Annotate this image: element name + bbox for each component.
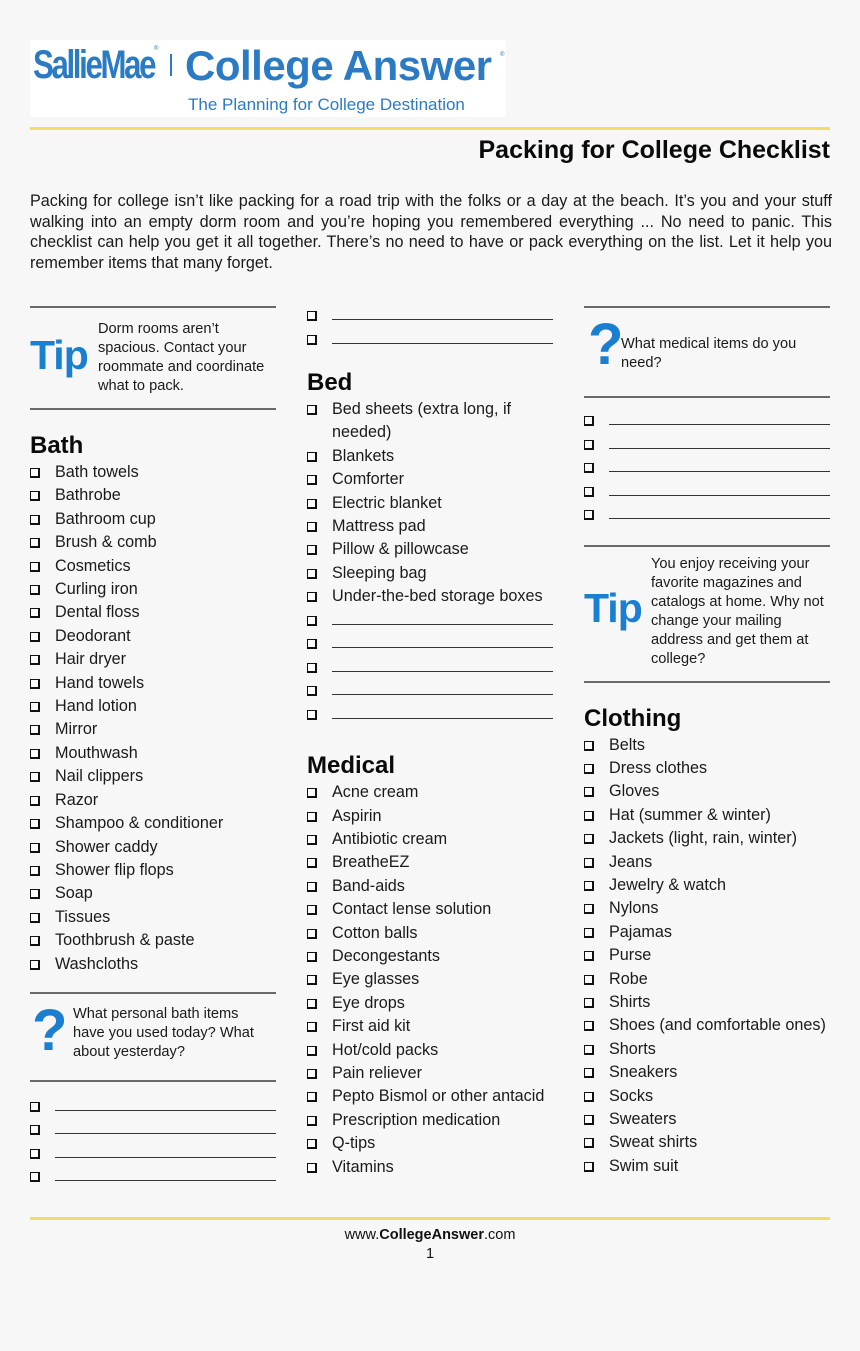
checkbox-icon[interactable] [307,452,317,462]
checkbox-icon[interactable] [584,787,594,797]
blank-checklist-item[interactable] [30,1118,276,1142]
checklist-item[interactable] [307,898,553,921]
tip-text: You enjoy receiving your favorite magazines and catalogs at home. Why not change your mailing address and get them at college? [651,555,824,667]
checklist-item-label: Gloves [609,782,660,801]
checkbox-icon[interactable] [584,487,594,497]
tip-icon: Tip [30,332,88,378]
checklist-item-label: Electric blanket [332,493,442,512]
checklist-item-label: Bed sheets (extra long, if needed) [332,400,512,442]
checklist-item-label: Hand towels [55,673,145,692]
checklist-item-label: Shorts [609,1039,656,1058]
checkbox-icon[interactable] [307,882,317,892]
checkbox-icon[interactable] [307,1022,317,1032]
checklist-item[interactable] [30,508,276,531]
checklist-item[interactable] [30,953,276,976]
write-in-line[interactable] [609,471,830,472]
checkbox-icon[interactable] [30,749,40,759]
checklist-item[interactable] [30,789,276,812]
checkbox-icon[interactable] [30,960,40,970]
checklist-item-label: Toothbrush & paste [55,931,195,950]
checkbox-icon[interactable] [30,655,40,665]
checklist-item[interactable] [584,1131,830,1154]
divider [584,681,830,683]
checklist-item[interactable] [30,672,276,695]
checkbox-icon[interactable] [307,592,317,602]
checklist-item-label: Hair dryer [55,650,127,669]
checklist-item-label: Jackets (light, rain, winter) [609,829,798,848]
checklist-item[interactable] [584,1155,830,1178]
checkbox-icon[interactable] [30,1172,40,1182]
page-title: Packing for College Checklist [478,136,830,164]
checkbox-icon[interactable] [307,475,317,485]
checkbox-icon[interactable] [584,741,594,751]
checklist-item-label: Sleeping bag [332,563,427,582]
checklist-item-label: Hand lotion [55,697,137,716]
checklist-item-label: Sneakers [609,1063,678,1082]
checkbox-icon[interactable] [307,639,317,649]
checklist-item[interactable] [30,484,276,507]
blank-checklist-item[interactable] [584,480,830,504]
footer-url-brand: CollegeAnswer [379,1227,484,1243]
checklist-item-label: Prescription medication [332,1110,501,1129]
checklist-item-label: Hat (summer & winter) [609,805,771,824]
checkbox-icon[interactable] [307,812,317,822]
checkbox-icon[interactable] [584,858,594,868]
checklist-item-label: Pajamas [609,922,672,941]
checklist-item-label: Contact lense solution [332,900,492,919]
checklist-item-label: Q-tips [332,1134,376,1153]
checkbox-icon[interactable] [30,679,40,689]
footer-url-suffix: .com [483,1227,516,1243]
checkbox-icon[interactable] [307,975,317,985]
checkbox-icon[interactable] [584,440,594,450]
checkbox-icon[interactable] [584,928,594,938]
footer-website[interactable] [0,1226,860,1244]
checklist-item-label: Jeans [609,852,653,871]
checklist-item[interactable] [584,1061,830,1084]
tip-callout [584,547,830,681]
checklist-item[interactable] [30,882,276,905]
checklist-item-label: Sweat shirts [609,1133,698,1152]
checklist-item-label: Bath towels [55,463,139,481]
checkbox-icon[interactable] [307,545,317,555]
write-in-line[interactable] [332,718,553,719]
checkbox-icon[interactable] [30,725,40,735]
checkbox-icon[interactable] [307,1139,317,1149]
checkbox-icon[interactable] [30,515,40,525]
write-in-line[interactable] [609,518,830,519]
checkbox-icon[interactable] [307,929,317,939]
question-text: What personal bath items have you used today? What about yesterday? [73,1005,254,1060]
write-in-line[interactable] [332,647,553,648]
checklist-item-label: Aspirin [332,806,382,825]
write-in-line[interactable] [609,495,830,496]
checkbox-icon[interactable] [307,1069,317,1079]
checklist-item-label: Bathrobe [55,486,121,505]
checklist-item-label: Mirror [55,720,98,739]
checkbox-icon[interactable] [30,866,40,876]
checkbox-icon[interactable] [584,951,594,961]
checklist-item[interactable] [30,765,276,788]
checklist-item-label: Pepto Bismol or other antacid [332,1087,545,1106]
checklist-item-label: Nail clippers [55,767,144,786]
checklist-item-label: Curling iron [55,580,138,599]
checklist-item[interactable] [307,828,553,851]
checklist-item[interactable] [584,1085,830,1108]
footer-url-prefix: www. [344,1227,380,1243]
medical-checklist [307,781,553,1179]
checkbox-icon[interactable] [30,772,40,782]
checklist-item-label: Bathroom cup [55,509,156,528]
checklist-item-label: Pillow & pillowcase [332,540,469,559]
checklist-item[interactable] [30,695,276,718]
checklist-item[interactable] [307,468,553,491]
logo-tagline: The Planning for College Destination [188,95,465,114]
checklist-item-label: Shoes (and comfortable ones) [609,1016,826,1035]
checkbox-icon[interactable] [307,311,317,321]
checklist-item[interactable] [307,851,553,874]
checklist-item-label: Shower flip flops [55,860,174,879]
checklist-item[interactable] [307,922,553,945]
tip-callout [30,308,276,408]
checklist-item[interactable] [584,804,830,827]
checklist-item[interactable] [307,992,553,1015]
checklist-item[interactable] [307,585,553,608]
checklist-item-label: Jewelry & watch [609,875,726,894]
checklist-item[interactable] [307,492,553,515]
checklist-item[interactable] [584,874,830,897]
write-in-line[interactable] [609,448,830,449]
checklist-item[interactable] [584,757,830,780]
blank-checklist-item[interactable] [584,409,830,433]
question-callout [584,308,830,396]
checklist-item-label: Cotton balls [332,923,418,942]
checkbox-icon[interactable] [30,1149,40,1159]
checklist-item-label: Band-aids [332,876,405,895]
checklist-item-label: Brush & comb [55,533,157,552]
checkbox-icon[interactable] [584,904,594,914]
header-rule [30,127,830,130]
blank-checklist-item[interactable] [307,656,553,680]
checkbox-icon[interactable] [584,1045,594,1055]
write-in-line[interactable] [332,319,553,320]
checkbox-icon[interactable] [307,499,317,509]
checklist-item[interactable] [584,1014,830,1037]
section-title-medical: Medical [307,752,396,780]
blank-checklist-item[interactable] [30,1095,276,1119]
clothing-checklist [584,734,830,1179]
blank-checklist [307,609,553,727]
checklist-item[interactable] [307,398,553,445]
checklist-item-label: Dress clothes [609,758,708,777]
checklist-item[interactable] [30,555,276,578]
checklist-item-label: Tissues [55,907,111,926]
write-in-line[interactable] [55,1110,276,1111]
checklist-item-label: Dental floss [55,603,140,622]
checkbox-icon[interactable] [584,975,594,985]
blank-checklist-item[interactable] [584,456,830,480]
checkbox-icon[interactable] [307,952,317,962]
checklist-item[interactable] [307,1109,553,1132]
checklist-item[interactable] [30,578,276,601]
checklist-item[interactable] [307,538,553,561]
tip-text: Dorm rooms aren’t spacious. Contact your roommate and coordinate what to pack. [98,321,265,394]
checklist-item-label: Pain reliever [332,1064,422,1083]
checkbox-icon[interactable] [30,889,40,899]
checkbox-icon[interactable] [584,510,594,520]
checkbox-icon[interactable] [30,843,40,853]
checklist-item[interactable] [30,461,276,484]
checklist-item-label: Mattress pad [332,517,426,536]
blank-checklist-item[interactable] [307,304,553,328]
checklist-item[interactable] [30,836,276,859]
checkbox-icon[interactable] [307,616,317,626]
checklist-item-label: Shower caddy [55,837,158,856]
divider [30,1080,276,1082]
checkbox-icon[interactable] [30,913,40,923]
checklist-item[interactable] [307,945,553,968]
blank-checklist-item[interactable] [307,632,553,656]
checkbox-icon[interactable] [307,858,317,868]
checklist-item[interactable] [307,515,553,538]
checklist-item[interactable] [584,944,830,967]
checkbox-icon[interactable] [584,1068,594,1078]
checklist-item[interactable] [307,1062,553,1085]
checklist-item[interactable] [307,445,553,468]
checklist-item-label: Blankets [332,446,395,465]
logo-brand: SallieMae [33,43,155,87]
blank-checklist-item[interactable] [307,703,553,727]
checkbox-icon[interactable] [584,1138,594,1148]
column-clothing [584,306,830,1178]
checklist-item[interactable] [30,648,276,671]
checkbox-icon[interactable] [307,1163,317,1173]
checklist-item-label: First aid kit [332,1017,411,1036]
checkbox-icon[interactable] [307,663,317,673]
checkbox-icon[interactable] [307,335,317,345]
checklist-item-label: Sweaters [609,1110,677,1128]
checklist-item-label: Soap [55,884,93,903]
intro-paragraph: Packing for college isn’t like packing for a road trip with the folks or a day at the beach. It’s you and your stuff walking into an empty dorm room and you’re hoping you remembered everything ... No need to panic. This checklist can help you get it all together. There’s no need to have or pack everything on the list. Let it help you remember items that many forget. [30,192,832,272]
footer-rule [30,1217,830,1220]
logo-product: College Answer [185,42,492,89]
divider [30,408,276,410]
checkbox-icon[interactable] [307,569,317,579]
checkbox-icon[interactable] [30,468,40,478]
checkbox-icon[interactable] [30,585,40,595]
checklist-item[interactable] [30,929,276,952]
write-in-line[interactable] [55,1133,276,1134]
checklist-item-label: BreatheEZ [332,853,410,872]
write-in-line[interactable] [332,671,553,672]
checkbox-icon[interactable] [307,1116,317,1126]
question-callout [30,994,276,1080]
checklist-item-label: Antibiotic cream [332,829,448,848]
checkbox-icon[interactable] [307,999,317,1009]
divider [584,396,830,398]
write-in-line[interactable] [55,1157,276,1158]
checkbox-icon[interactable] [307,1046,317,1056]
checklist-item-label: Socks [609,1086,654,1105]
checklist-item[interactable] [584,1108,830,1131]
checkbox-icon[interactable] [307,522,317,532]
checklist-item[interactable] [307,968,553,991]
blank-checklist [584,409,830,527]
question-mark-icon: ? [32,997,68,1063]
checkbox-icon[interactable] [307,835,317,845]
checkbox-icon[interactable] [584,881,594,891]
checklist-item[interactable] [30,531,276,554]
checkbox-icon[interactable] [307,686,317,696]
checkbox-icon[interactable] [584,1162,594,1172]
tip-icon: Tip [584,584,642,631]
checkbox-icon[interactable] [30,936,40,946]
checklist-item[interactable] [584,968,830,991]
checklist-item-label: Eye drops [332,993,405,1012]
checklist-item-label: Cosmetics [55,556,131,575]
checklist-item-label: Shampoo & conditioner [55,814,224,833]
checkbox-icon[interactable] [30,819,40,829]
checklist-item[interactable] [307,875,553,898]
checklist-item-label: Under-the-bed storage boxes [332,587,543,606]
sallie-mae-college-answer-logo [30,40,506,117]
checkbox-icon[interactable] [307,405,317,415]
checkbox-icon[interactable] [30,608,40,618]
checklist-item-label: Washcloths [55,954,139,973]
checklist-item[interactable] [30,859,276,882]
checklist-item[interactable] [30,812,276,835]
checklist-item-label: Acne cream [332,783,419,802]
checklist-item[interactable] [30,625,276,648]
write-in-line[interactable] [332,624,553,625]
checklist-item-label: Deodorant [55,626,131,645]
checklist-item[interactable] [307,1132,553,1155]
checkbox-icon[interactable] [30,1125,40,1135]
bed-checklist [307,398,553,609]
blank-checklist [30,1095,276,1189]
column-bath [30,306,276,1189]
blank-checklist-item[interactable] [307,328,553,352]
checklist-item[interactable] [584,991,830,1014]
write-in-line[interactable] [332,694,553,695]
blank-checklist-item[interactable] [584,503,830,527]
checklist-item[interactable] [307,562,553,585]
section-title-bed: Bed [307,369,353,396]
checklist-item-label: Hot/cold packs [332,1040,439,1059]
blank-checklist-item[interactable] [30,1165,276,1189]
checklist-item-label: Purse [609,946,652,965]
blank-checklist-item[interactable] [307,609,553,633]
blank-checklist [307,304,553,351]
checkbox-icon[interactable] [584,834,594,844]
checkbox-icon[interactable] [584,1021,594,1031]
checklist-item[interactable] [584,1038,830,1061]
checklist-item-label: Decongestants [332,947,440,965]
checkbox-icon[interactable] [30,1102,40,1112]
checklist-item-label: Nylons [609,899,659,918]
checklist-item-label: Vitamins [332,1157,394,1176]
checklist-item-label: Swim suit [609,1156,679,1175]
checkbox-icon[interactable] [584,1115,594,1125]
checklist-item[interactable] [584,827,830,850]
checklist-item-label: Robe [609,969,648,988]
checklist-item-label: Shirts [609,992,651,1011]
checklist-item[interactable] [307,1015,553,1038]
checkbox-icon[interactable] [30,562,40,572]
checkbox-icon[interactable] [30,796,40,806]
blank-checklist-item[interactable] [307,679,553,703]
write-in-line[interactable] [332,343,553,344]
bath-checklist [30,461,276,976]
checklist-item[interactable] [307,1085,553,1108]
checkbox-icon[interactable] [307,905,317,915]
column-bed-medical [307,304,553,1179]
checkbox-icon[interactable] [584,463,594,473]
section-title-clothing: Clothing [584,704,682,732]
checklist-item-label: Mouthwash [55,743,138,762]
registered-mark: ® [500,52,505,58]
checklist-item[interactable] [584,921,830,944]
checklist-item[interactable] [30,906,276,929]
checklist-item[interactable] [584,851,830,874]
section-title-bath: Bath [30,432,84,459]
checklist-item-label: Comforter [332,470,404,489]
checkbox-icon[interactable] [307,710,317,720]
checkbox-icon[interactable] [584,811,594,821]
checkbox-icon[interactable] [584,998,594,1008]
write-in-line[interactable] [55,1180,276,1181]
checklist-item[interactable] [584,780,830,803]
checkbox-icon[interactable] [584,1092,594,1102]
checklist-item[interactable] [30,601,276,624]
checklist-item[interactable] [307,1156,553,1179]
registered-mark: ® [154,46,159,52]
checklist-item[interactable] [307,781,553,804]
checkbox-icon[interactable] [584,764,594,774]
checklist-item-label: Belts [609,735,645,754]
checkbox-icon[interactable] [584,416,594,426]
checklist-item[interactable] [584,734,830,757]
checklist-item[interactable] [30,718,276,741]
blank-checklist-item[interactable] [584,433,830,457]
checklist-item-label: Eye glasses [332,970,420,989]
checklist-item-label: Razor [55,790,99,809]
checklist-item[interactable] [30,742,276,765]
checkbox-icon[interactable] [307,1092,317,1102]
checklist-item[interactable] [307,805,553,828]
blank-checklist-item[interactable] [30,1142,276,1166]
page-number: 1 [425,1246,435,1262]
checkbox-icon[interactable] [307,788,317,798]
checklist-item[interactable] [584,897,830,920]
checkbox-icon[interactable] [30,632,40,642]
question-mark-icon: ? [588,312,624,377]
checkbox-icon[interactable] [30,491,40,501]
checkbox-icon[interactable] [30,702,40,712]
checkbox-icon[interactable] [30,538,40,548]
question-text: What medical items do you need? [621,336,797,371]
logo-divider [170,54,172,76]
write-in-line[interactable] [609,424,830,425]
checklist-item[interactable] [307,1039,553,1062]
